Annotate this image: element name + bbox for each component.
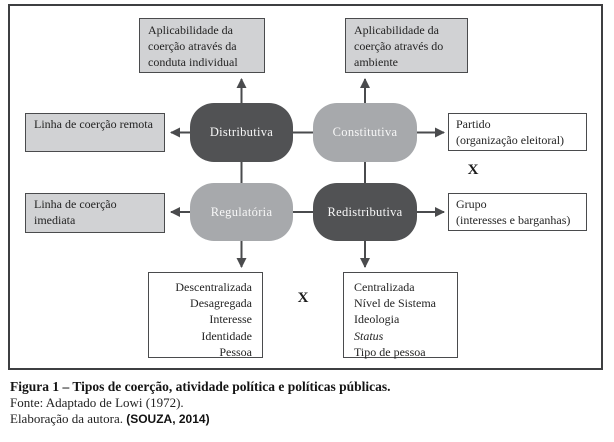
node-distributiva: Distributiva [190, 103, 293, 162]
figure-caption [10, 379, 606, 426]
partido-subtitle: (organização eleitoral) [456, 133, 565, 148]
node-constitutiva: Constitutiva [313, 103, 417, 162]
list-item: Interesse [209, 312, 252, 327]
caption-elaboration-line [10, 411, 606, 427]
list-item: Tipo de pessoa [354, 344, 426, 359]
caption-citation: (SOUZA, 2014) [126, 411, 210, 426]
label-coercion-line-immediate: Linha de coerção imediata [25, 193, 165, 233]
list-item: Desagregada [190, 296, 252, 311]
list-item: Centralizada [354, 280, 415, 294]
list-item: Pessoa [219, 344, 252, 359]
partido-title: Partido [456, 117, 491, 131]
grupo-subtitle: (interesses e barganhas) [456, 213, 571, 228]
label-partido-box [448, 113, 587, 151]
connector-arrows [10, 6, 601, 368]
label-coercion-line-remote: Linha de coerção remota [25, 113, 165, 152]
list-item: Descentralizada [175, 280, 252, 294]
label-applicability-environment: Aplicabilidade da coerção através do ambiente [345, 18, 468, 73]
list-item: Nível de Sistema [354, 296, 436, 311]
grupo-title: Grupo [456, 197, 487, 211]
x-mark-bottom: X [297, 290, 309, 306]
list-item-status: Status [354, 328, 384, 343]
list-item: Identidade [201, 328, 252, 343]
figure-frame [8, 4, 603, 370]
caption-title: Figura 1 – Tipos de coerção, atividade política e políticas públicas. [10, 379, 391, 394]
caption-elaboration: Elaboração da autora. [10, 410, 123, 426]
node-redistributiva: Redistributiva [313, 183, 417, 241]
label-applicability-individual-conduct: Aplicabilidade da coerção através da conduta individual [139, 18, 265, 73]
list-decentralized-box [148, 272, 263, 358]
label-grupo-box [448, 193, 587, 231]
x-mark-right: X [467, 162, 479, 178]
list-item: Ideologia [354, 312, 400, 327]
node-regulatoria: Regulatória [190, 183, 293, 241]
caption-source: Fonte: Adaptado de Lowi (1972). [10, 394, 184, 410]
list-centralized-box [343, 272, 458, 358]
